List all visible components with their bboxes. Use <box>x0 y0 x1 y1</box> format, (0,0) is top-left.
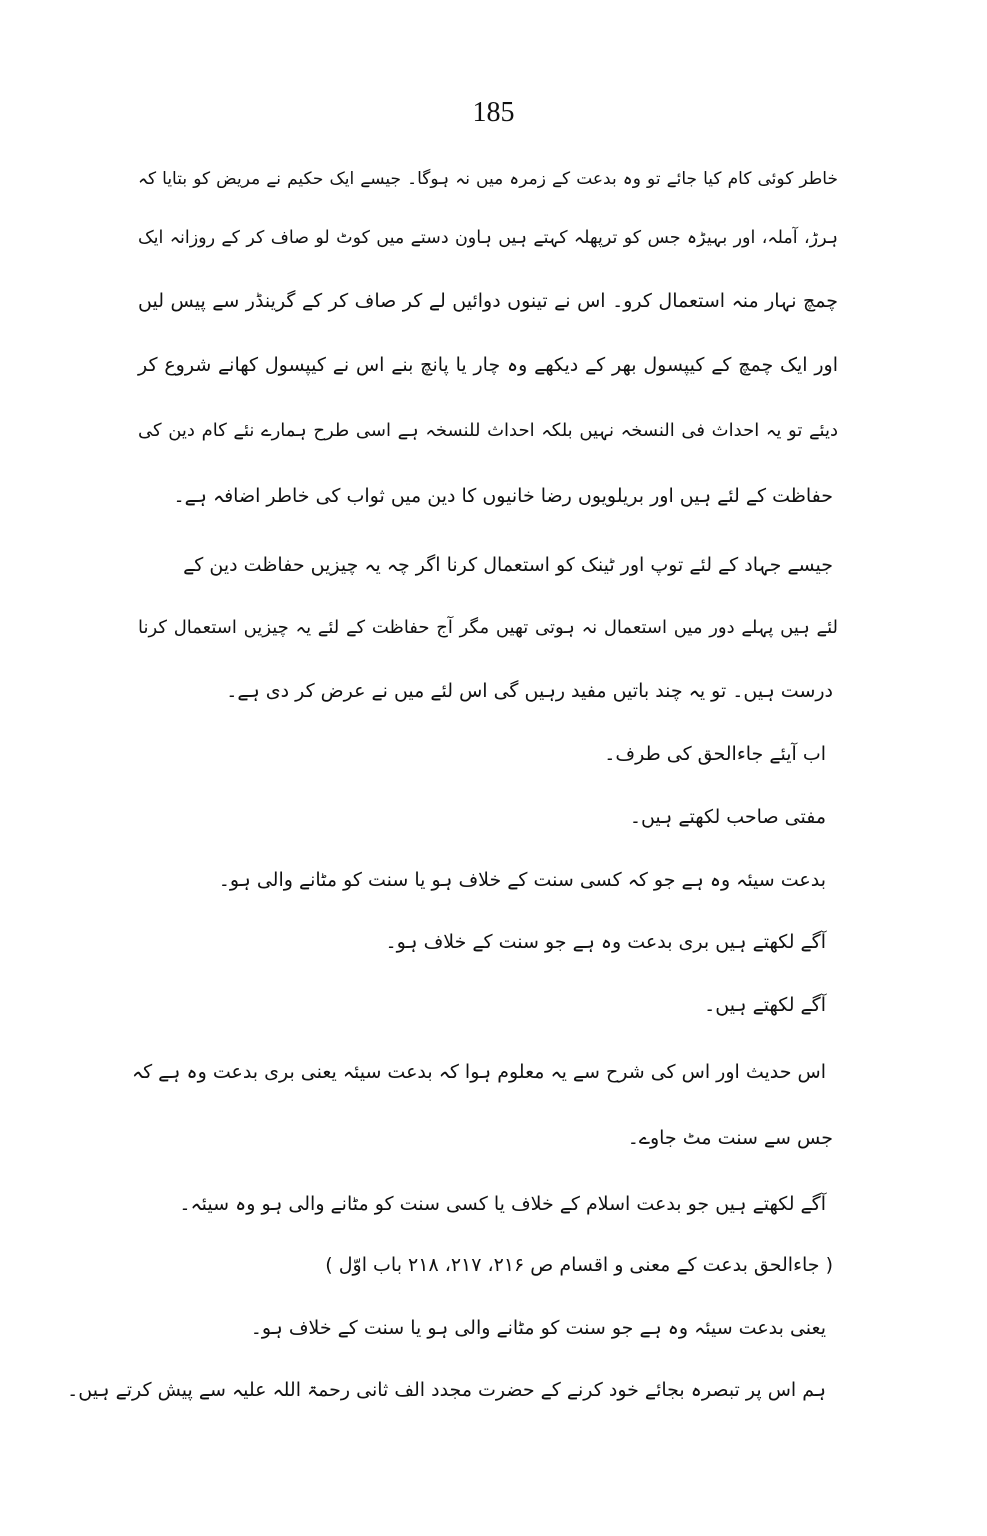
closing-line-1: آگے لکھتے ہیں جو بدعت اسلام کے خلاف یا کسی سنت کو مٹانے والی ہو وہ سیئہ۔ <box>179 1193 826 1215</box>
reference-citation: ( جاءالحق بدعت کے معنی و اقسام ص ۲۱۶، ۲۱۷، ۲۱۸ باب اوّل ) <box>325 1254 833 1276</box>
short-line-3: بدعت سیئہ وہ ہے جو کہ کسی سنت کے خلاف ہو یا سنت کو مٹانے والی ہو۔ <box>218 869 826 891</box>
paragraph-2-line-1: جیسے جہاد کے لئے توپ اور ٹینک کو استعمال کرنا اگر چہ یہ چیزیں حفاظت دین کے <box>183 554 833 576</box>
paragraph-1-line-2: ہرڑ، آملہ، اور بہیڑہ جس کو ترپھلہ کہتے ہیں ہاون دستے میں کوٹ لو صاف کر کے روزانہ ایک <box>138 228 838 248</box>
paragraph-1-line-6: حفاظت کے لئے ہیں اور بریلویوں رضا خانیوں کا دین میں ثواب کی خاطر اضافہ ہے۔ <box>173 485 833 507</box>
paragraph-3-line-1: اس حدیث اور اس کی شرح سے یہ معلوم ہوا کہ بدعت سیئہ یعنی بری بدعت وہ ہے کہ <box>131 1061 826 1083</box>
paragraph-2-line-2: لئے ہیں پہلے دور میں استعمال نہ ہوتی تھیں مگر آج حفاظت کے لئے یہ چیزیں استعمال کرنا <box>138 617 838 638</box>
short-line-1: اب آیئے جاءالحق کی طرف۔ <box>604 743 826 765</box>
paragraph-3-line-2: جس سے سنت مٹ جاوے۔ <box>627 1127 833 1149</box>
short-line-5: آگے لکھتے ہیں۔ <box>704 994 826 1016</box>
short-line-2: مفتی صاحب لکھتے ہیں۔ <box>629 806 826 828</box>
short-line-4: آگے لکھتے ہیں بری بدعت وہ ہے جو سنت کے خلاف ہو۔ <box>385 931 826 953</box>
paragraph-1-line-1: خاطر کوئی کام کیا جائے تو وہ بدعت کے زمرہ میں نہ ہوگا۔ جیسے ایک حکیم نے مریض کو بتایا کہ <box>138 169 838 189</box>
paragraph-1-line-4: اور ایک چمچ کے کیپسول بھر کے دیکھے وہ چار یا پانچ بنے اس نے کیپسول کھانے شروع کر <box>138 354 838 376</box>
page-number: 185 <box>472 97 515 128</box>
paragraph-1-line-3: چمچ نہار منہ استعمال کرو۔ اس نے تینوں دوائیں لے کر صاف کر کے گرینڈر سے پیس لیں <box>138 290 838 312</box>
closing-line-4: ہم اس پر تبصرہ بجائے خود کرنے کے حضرت مجدد الف ثانی رحمۃ اللہ علیہ سے پیش کرتے ہیں۔ <box>67 1379 826 1401</box>
paragraph-1-line-5: دیئے تو یہ احداث فی النسخہ نہیں بلکہ احداث للنسخہ ہے اسی طرح ہمارے نئے کام دین کی <box>138 420 838 441</box>
paragraph-2-line-3: درست ہیں۔ تو یہ چند باتیں مفید رہیں گی اس لئے میں نے عرض کر دی ہے۔ <box>226 680 833 702</box>
closing-line-3: یعنی بدعت سیئہ وہ ہے جو سنت کو مٹانے والی ہو یا سنت کے خلاف ہو۔ <box>250 1317 826 1339</box>
